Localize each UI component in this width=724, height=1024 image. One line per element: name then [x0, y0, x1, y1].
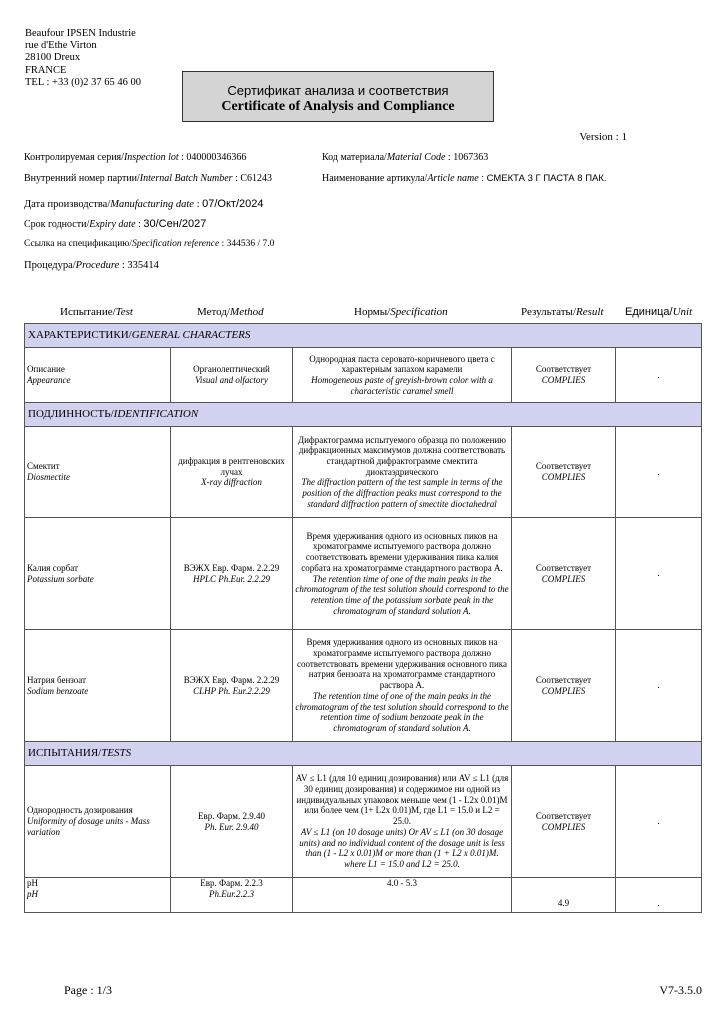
internal-batch-field: Внутренний номер партии/Internal Batch Number : C61243 [24, 173, 273, 184]
result-cell: Соответствует COMPLIES [512, 348, 616, 403]
procedure-field: Процедура/Procedure : 335414 [24, 260, 159, 271]
title-ru: Сертификат анализа и соответствия [227, 83, 449, 98]
manufacturing-date-value: 07/Окт/2024 [202, 198, 264, 210]
unit-cell: . [616, 348, 702, 403]
table-row-appearance [25, 348, 702, 403]
section-title: ХАРАКТЕРИСТИКИ/GENERAL CHARACTERS [25, 324, 702, 348]
version-label: Version : 1 [579, 131, 627, 143]
test-cell: Натрия бензоат Sodium benzoate [25, 630, 171, 742]
unit-cell: . [616, 427, 702, 518]
result-cell: Соответствует COMPLIES [512, 427, 616, 518]
unit-cell: . [616, 766, 702, 878]
table-row-diosmectite [25, 427, 702, 518]
column-header-unit: Единица/Unit [625, 306, 693, 318]
column-header-method: Метод/Method [197, 306, 264, 318]
section-identification [25, 403, 702, 427]
article-name-value: : СМЕКТА 3 Г ПАСТА 8 ПАК. [478, 173, 607, 184]
method-cell: Евр. Фарм. 2.2.3 Ph.Eur.2.2.3 [171, 878, 293, 913]
spec-cell: Однородная паста серовато-коричневого цвета с характерным запахом карамели Homogeneous paste of greyish-brown color with a characteristic caramel smell [293, 348, 512, 403]
company-street: rue d'Ethe Virton [25, 40, 97, 52]
result-cell: 4.9 [512, 878, 616, 913]
section-general-characters [25, 324, 702, 348]
spec-cell: Дифрактограмма испытуемого образца по положению дифракционных максимумов должна соответствовать стандартной дифрактограмме смектита диоктаэдрического The diffraction pattern of the test sample in terms of the position of the diffraction peaks must correspond to the standard diffraction pattern of smectite dioctahedral [293, 427, 512, 518]
article-name-field: Наименование артикула/Article name : СМЕКТА 3 Г ПАСТА 8 ПАК. [322, 173, 607, 184]
company-country: FRANCE [25, 64, 67, 76]
column-header-result: Результаты/Result [521, 306, 604, 318]
table-row-ph [25, 878, 702, 913]
test-cell: Описание Appearance [25, 348, 171, 403]
table-row-uniformity [25, 766, 702, 878]
spec-reference-field: Ссылка на спецификацию/Specification reference : 344536 / 7.0 [24, 239, 275, 249]
manufacturing-date-field: Дата производства/Manufacturing date : 07/Окт/2024 [24, 198, 264, 210]
certificate-title-box [182, 71, 494, 122]
unit-cell: . [616, 518, 702, 630]
table-row-sodium-benzoate [25, 630, 702, 742]
section-tests [25, 742, 702, 766]
document-version-code: V7-3.5.0 [659, 983, 702, 997]
unit-cell: . [616, 878, 702, 913]
test-cell: Смектит Diosmectite [25, 427, 171, 518]
spec-cell: Время удерживания одного из основных пиков на хроматограмме испытуемого раствора должно соответствовать времени удерживания основного пика натрия бензоата на хроматограмме стандартного раствора А. The retention time of one of the main peaks in the chromatogram of the test solution should correspond to the retention time of sodium benzoate peak in the chromatogram of standard solution A. [293, 630, 512, 742]
method-cell: Евр. Фарм. 2.9.40 Ph. Eur. 2.9.40 [171, 766, 293, 878]
result-cell: Соответствует COMPLIES [512, 630, 616, 742]
internal-batch-value: : C61243 [232, 173, 273, 184]
test-cell: pH pH [25, 878, 171, 913]
method-cell: ВЭЖХ Евр. Фарм. 2.2.29 HPLC Ph.Eur. 2.2.29 [171, 518, 293, 630]
title-en: Certificate of Analysis and Compliance [221, 99, 455, 114]
inspection-lot-field: Контролируемая серия/Inspection lot : 040000346366 [24, 152, 247, 163]
column-header-test: Испытание/Test [60, 306, 133, 318]
method-cell: ВЭЖХ Евр. Фарм. 2.2.29 CLHP Ph. Eur.2.2.29 [171, 630, 293, 742]
section-title: ИСПЫТАНИЯ/TESTS [25, 742, 702, 766]
company-tel: TEL : +33 (0)2 37 65 46 00 [25, 76, 142, 88]
unit-cell: . [616, 630, 702, 742]
section-title: ПОДЛИННОСТЬ/IDENTIFICATION [25, 403, 702, 427]
page-number: Page : 1/3 [64, 983, 112, 997]
test-cell: Калия сорбат Potassium sorbate [25, 518, 171, 630]
company-name: Beaufour IPSEN Industrie [25, 28, 136, 39]
procedure-value: : 335414 [119, 260, 159, 271]
method-cell: Органолептический Visual and olfactory [171, 348, 293, 403]
expiry-date-field: Срок годности/Expiry date : 30/Сен/2027 [24, 218, 207, 230]
spec-cell: AV ≤ L1 (для 10 единиц дозирования) или AV ≤ L1 (для 30 единиц дозирования) и содержимое ни одной из индивидуальных упаковок меньше чем (1 - L2x 0.01)M или более чем (1+ L2x 0.01)M, где L1 = 15.0 и L2 = 25.0. AV ≤ L1 (on 10 dosage units) Or AV ≤ L1 (on 30 dosage units) and no individual content of the dosage unit is less than (1 - L2 x 0.01)M or more than (1 + L2 x 0.01)M. where L1 = 15.0 and L2 = 25.0. [293, 766, 512, 878]
expiry-date-value: 30/Сен/2027 [143, 218, 207, 230]
company-address [25, 28, 141, 89]
spec-cell: 4.0 - 5.3 [293, 878, 512, 913]
material-code-field: Код материала/Material Code : 1067363 [322, 152, 489, 163]
inspection-lot-value: : 040000346366 [178, 152, 247, 163]
spec-reference-value: : 344536 / 7.0 [219, 239, 275, 249]
table-row-potassium-sorbate [25, 518, 702, 630]
test-cell: Однородность дозирования Uniformity of dosage units - Mass variation [25, 766, 171, 878]
result-cell: Соответствует COMPLIES [512, 518, 616, 630]
method-cell: дифракция в рентгеновских лучах X-ray diffraction [171, 427, 293, 518]
result-cell: Соответствует COMPLIES [512, 766, 616, 878]
material-code-value: : 1067363 [445, 152, 489, 163]
spec-cell: Время удерживания одного из основных пиков на хроматограмме испытуемого раствора должно соответствовать времени удерживания пика калия сорбата на хроматограмме стандартного раствора А. The retention time of one of the main peaks in the chromatogram of the test solution should correspond to the retention time of the potassium sorbate peak in the chromatogram of standard solution A. [293, 518, 512, 630]
company-city: 28100 Dreux [25, 52, 81, 64]
column-header-specification: Нормы/Specification [354, 306, 448, 318]
results-table [24, 323, 702, 913]
